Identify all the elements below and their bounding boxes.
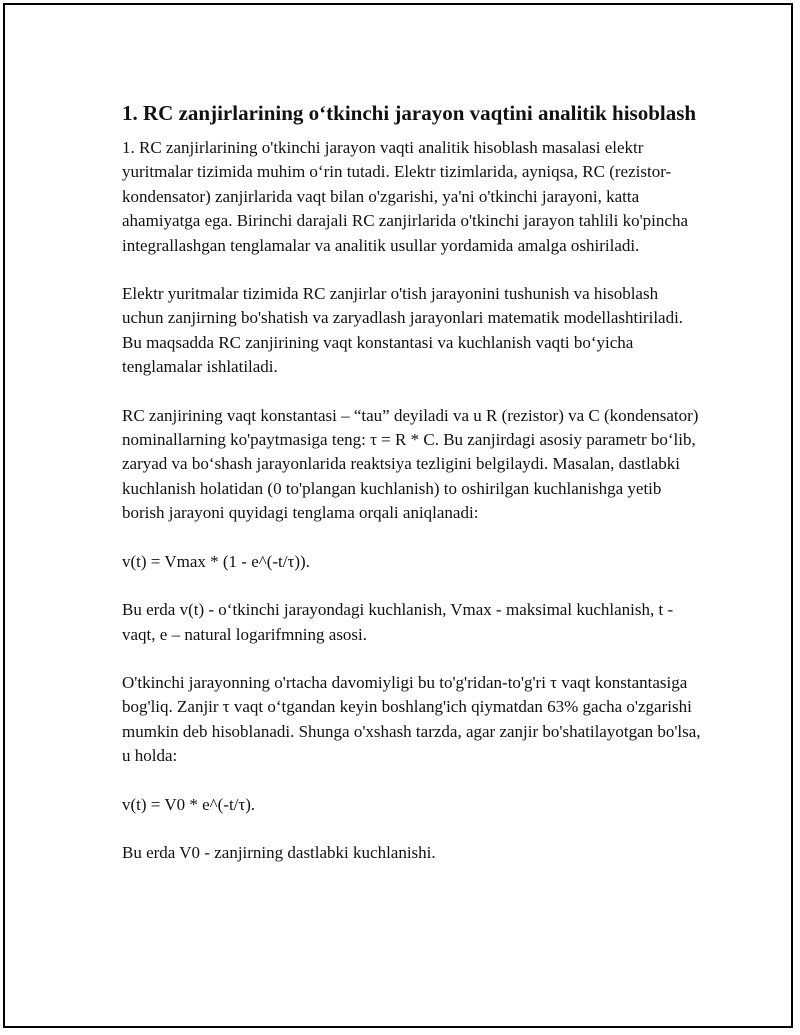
- formula-charging: v(t) = Vmax * (1 - e^(-t/τ)).: [122, 551, 310, 571]
- section-heading: 1. RC zanjirlarining o‘tkinchi jarayon vaqtini analitik hisoblash: [122, 101, 697, 125]
- paragraph-duration: O'tkinchi jarayonning o'rtacha davomiyligi bu to'g'ridan-to'g'ri τ vaqt konstantasiga bog'liq. Zanjir τ vaqt o‘tgandan keyin boshlang'ich qiymatdan 63% gacha o'zgarishi mumkin deb hisoblanadi. Shunga o'xshash tarzda, agar zanjir bo'shatilayotgan bo'lsa, u holda:: [122, 672, 701, 766]
- paragraph-intro: 1. RC zanjirlarining o'tkinchi jarayon vaqti analitik hisoblash masalasi elektr yuritmalar tizimida muhim o‘rin tutadi. Elektr tizimlarida, ayniqsa, RC (rezistor-kondensator) zanjirlarida vaqt bilan o'zgarishi, ya'ni o'tkinchi jarayoni, katta ahamiyatga ega. Birinchi darajali RC zanjirlarida o'tkinchi jarayon tahlili ko'pincha integrallashgan tenglamalar va analitik usullar yordamida amalga oshiriladi.: [122, 138, 688, 255]
- document-body: [122, 99, 702, 889]
- paragraph-modeling: Elektr yuritmalar tizimida RC zanjirlar o'tish jarayonini tushunish va hisoblash uchun zanjirning bo'shatish va zaryadlash jarayonlari matematik modellashtiriladi. Bu maqsadda RC zanjirining vaqt konstantasi va kuchlanish vaqti bo‘yicha tenglamalar ishlatiladi.: [122, 284, 684, 377]
- paragraph-formula-explanation: Bu erda v(t) - o‘tkinchi jarayondagi kuchlanish, Vmax - maksimal kuchlanish, t - vaqt, e – natural logarifmning asosi.: [122, 600, 674, 644]
- paragraph-v0-explanation: Bu erda V0 - zanjirning dastlabki kuchlanishi.: [122, 842, 436, 862]
- paragraph-time-constant: RC zanjirining vaqt konstantasi – “tau” deyiladi va u R (rezistor) va C (kondensator) nominallarning ko'paytmasiga teng: τ = R * C. Bu zanjirdagi asosiy parametr bo‘lib, zaryad va bo‘shash jarayonlarida reaktsiya tezligini belgilaydi. Masalan, dastlabki kuchlanish holatidan (0 to'plangan kuchlanish) to oshirilgan kuchlanishga yetib borish jarayoni quyidagi tenglama orqali aniqlanadi:: [122, 405, 699, 523]
- formula-discharging: v(t) = V0 * e^(-t/τ).: [122, 794, 256, 814]
- page-frame: [3, 3, 793, 1028]
